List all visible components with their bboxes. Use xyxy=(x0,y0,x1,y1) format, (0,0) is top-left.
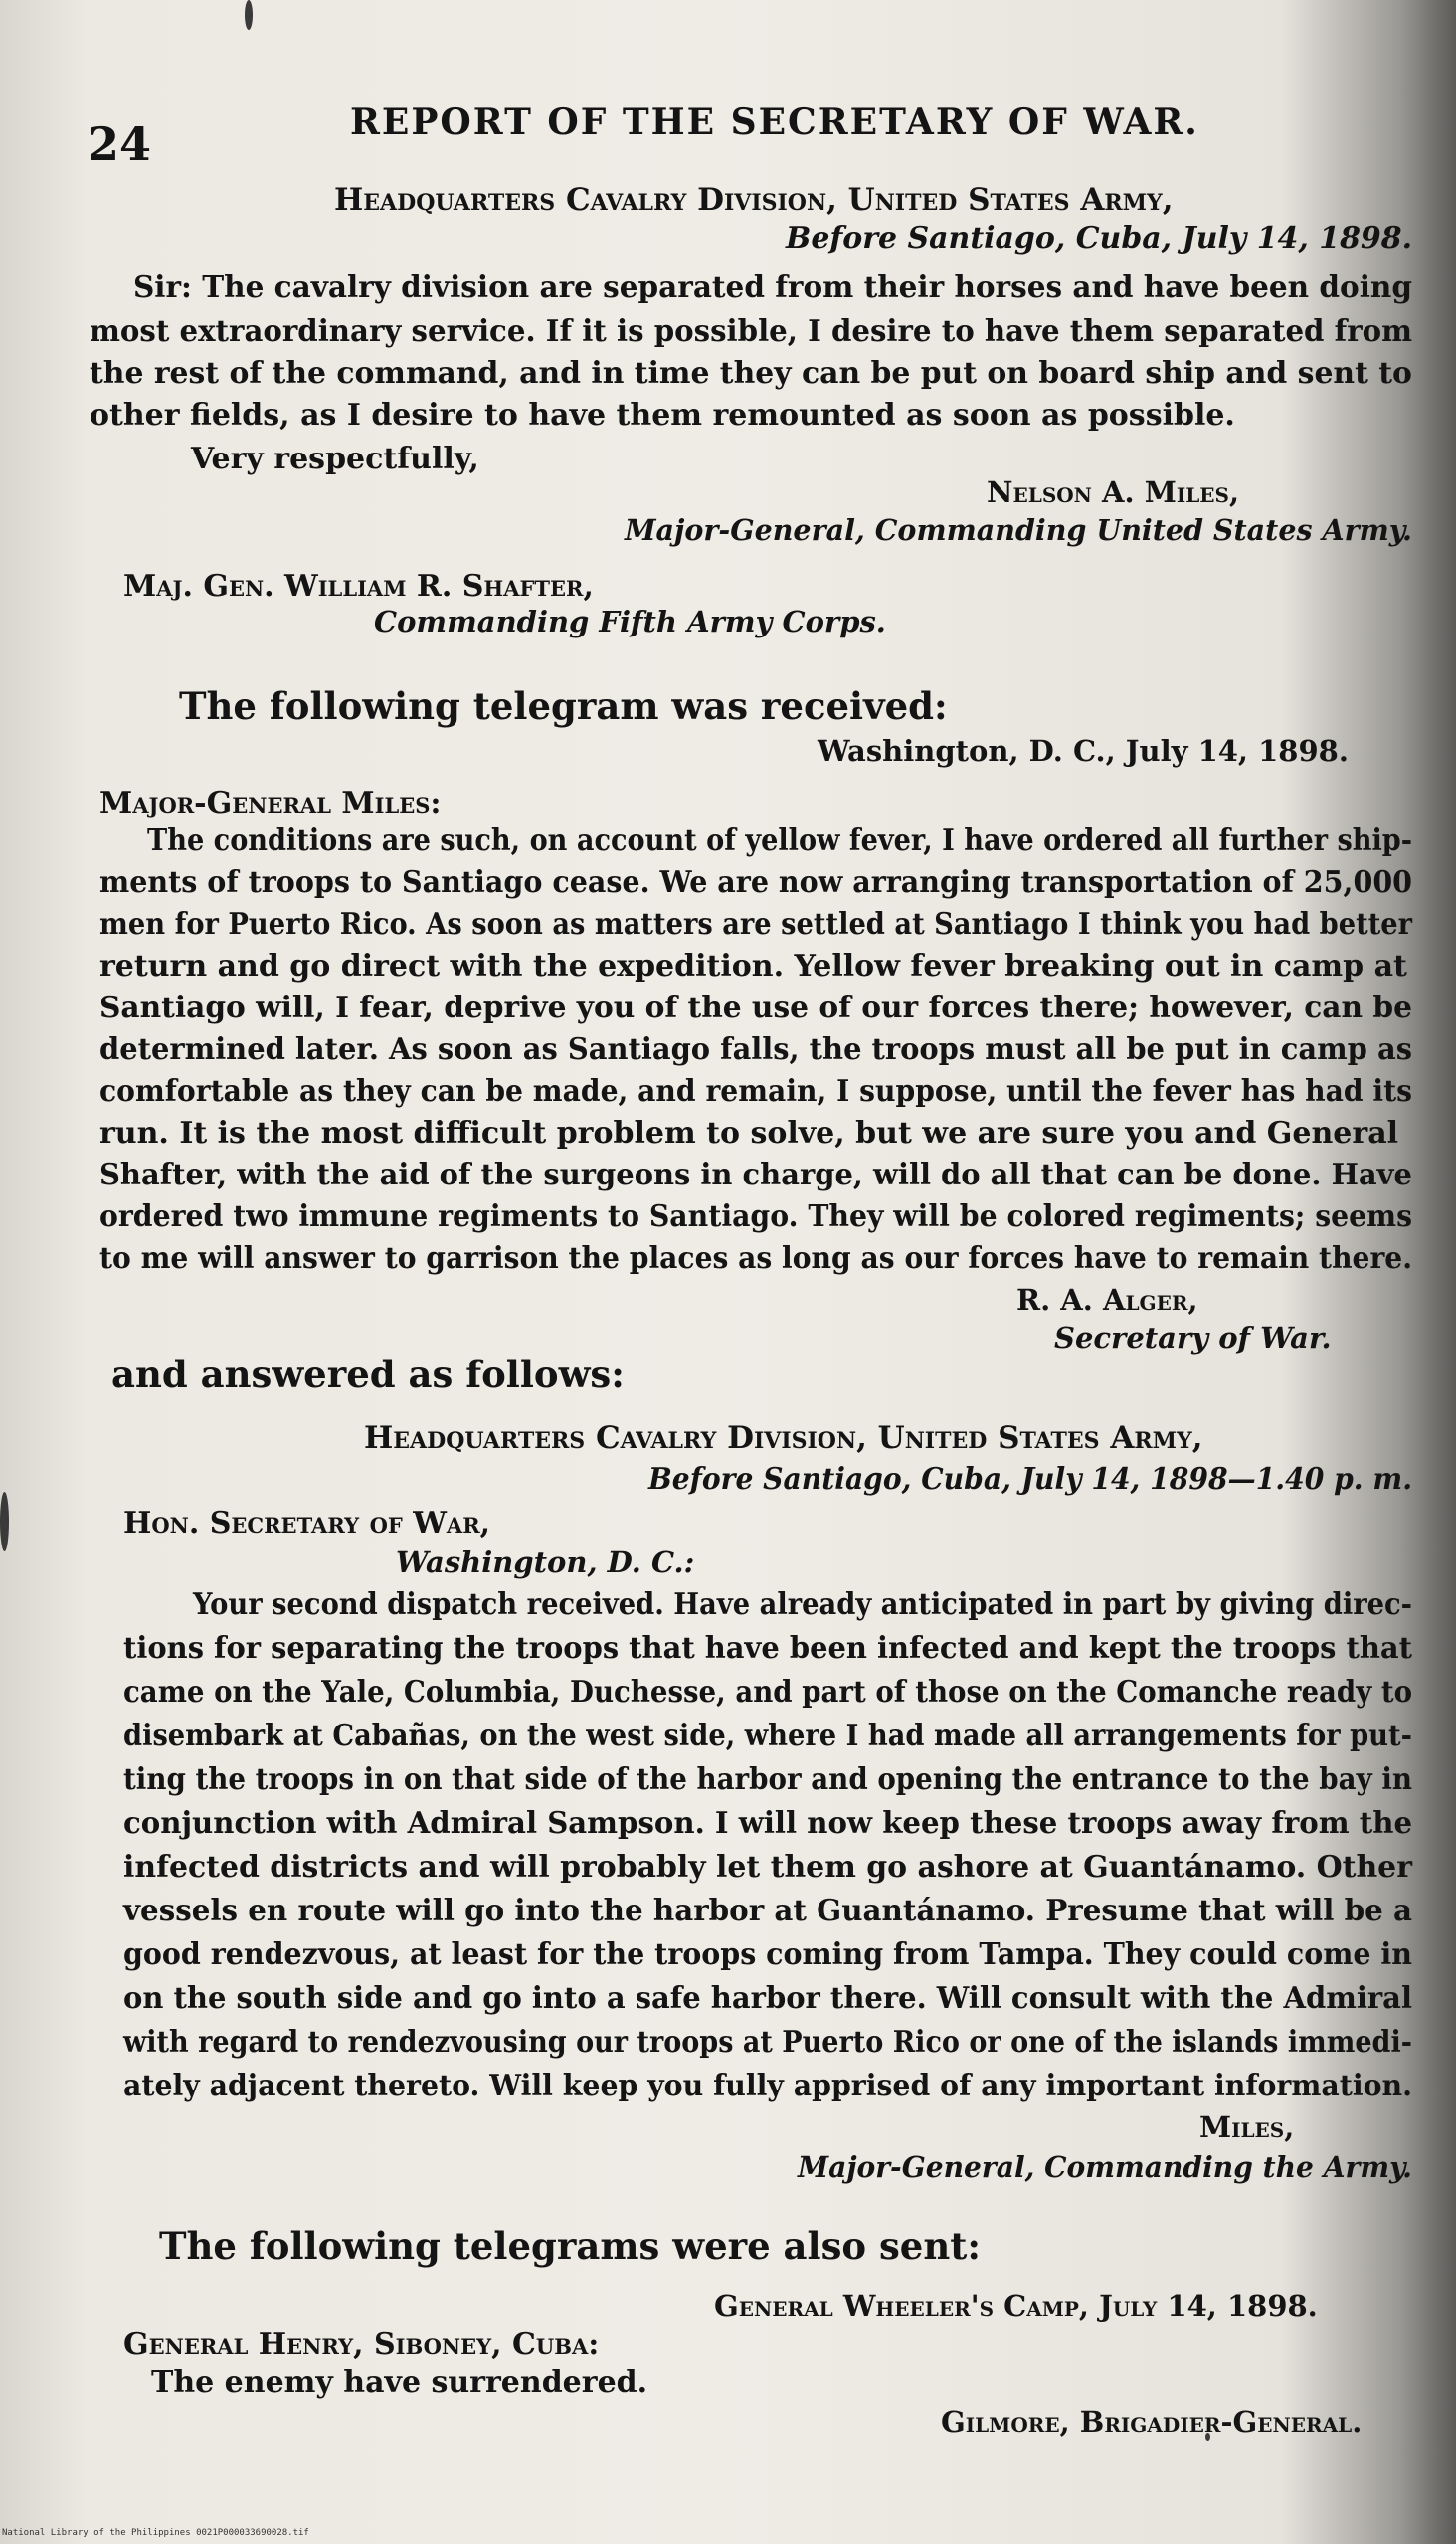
letter2-line: men for Puerto Rico. As soon as matters are settled at Santiago I think you had better xyxy=(99,907,1413,942)
letter1-dateline: Before Santiago, Cuba, July 14, 1898. xyxy=(786,221,1413,256)
letter2-signature-title: Secretary of War. xyxy=(1054,1321,1332,1355)
letter3-dateline: Before Santiago, Cuba, July 14, 1898—1.40 p. m. xyxy=(648,1462,1413,1497)
letter4-signature: Gilmore, Brigadier-General. xyxy=(941,2405,1363,2439)
section-intro-received: The following telegram was received: xyxy=(179,684,948,728)
scan-smudge xyxy=(0,1492,9,1551)
letter2-line: Santiago will, I fear, deprive you of the use of our forces there; however, can be xyxy=(99,991,1412,1025)
letter3-line: ting the troops in on that side of the harbor and opening the entrance to the bay in xyxy=(123,1762,1413,1797)
letter4-dateline: General Wheeler's Camp, July 14, 1898. xyxy=(714,2289,1318,2323)
letter3-signature-title: Major-General, Commanding the Army. xyxy=(798,2150,1412,2184)
letter2-line: run. It is the most difficult problem to solve, but we are sure you and General xyxy=(99,1116,1399,1151)
page-number: 24 xyxy=(88,117,152,171)
letter2-salutation: Major-General Miles: xyxy=(99,786,442,820)
scan-smudge xyxy=(245,0,253,30)
letter2-dateline: Washington, D. C., July 14, 1898. xyxy=(818,734,1349,768)
letter1-line: the rest of the command, and in time they can be put on board ship and sent to xyxy=(90,356,1412,391)
letter2-line: The conditions are such, on account of yellow fever, I have ordered all further ship- xyxy=(147,823,1413,858)
letter3-line: disembark at Cabañas, on the west side, where I had made all arrangements for put- xyxy=(123,1719,1412,1753)
letter1-line: most extraordinary service. If it is possible, I desire to have them separated from xyxy=(90,314,1413,349)
letter3-line: tions for separating the troops that have been infected and kept the troops that xyxy=(123,1631,1413,1666)
scan-footer-caption: National Library of the Philippines 0021P000033690028.tif xyxy=(2,2528,309,2538)
letter3-line: conjunction with Admiral Sampson. I will now keep these troops away from the xyxy=(123,1806,1413,1841)
letter3-addressee: Hon. Secretary of War, xyxy=(123,1506,491,1541)
letter1-line: Sir: The cavalry division are separated from their horses and have been doing xyxy=(133,271,1412,305)
letter3-line: ately adjacent thereto. Will keep you fully apprised of any important information. xyxy=(123,2069,1412,2103)
letter2-line: return and go direct with the expedition. Yellow fever breaking out in camp at xyxy=(99,949,1407,984)
letter2-signature: R. A. Alger, xyxy=(1016,1283,1198,1317)
letter1-addressee-title: Commanding Fifth Army Corps. xyxy=(374,605,886,638)
letter3-addressee-place: Washington, D. C.: xyxy=(396,1545,695,1579)
letter3-line: good rendezvous, at least for the troops coming from Tampa. They could come in xyxy=(123,1937,1412,1972)
letter3-line: infected districts and will probably let them go ashore at Guantánamo. Other xyxy=(123,1850,1412,1885)
letter3-line: on the south side and go into a safe harbor there. Will consult with the Admiral xyxy=(123,1981,1412,2016)
letter1-addressee: Maj. Gen. William R. Shafter, xyxy=(123,569,594,604)
letter4-body: The enemy have surrendered. xyxy=(151,2365,648,2400)
letter2-line: to me will answer to garrison the places as long as our forces have to remain there. xyxy=(99,1241,1413,1276)
letter3-line: Your second dispatch received. Have already anticipated in part by giving direc- xyxy=(193,1587,1412,1622)
letter2-line: determined later. As soon as Santiago falls, the troops must all be put in camp as xyxy=(99,1032,1412,1067)
letter3-heading: Headquarters Cavalry Division, United States Army, xyxy=(364,1420,1203,1456)
letter3-line: vessels en route will go into the harbor at Guantánamo. Presume that will be a xyxy=(123,1894,1413,1928)
letter1-heading: Headquarters Cavalry Division, United States Army, xyxy=(334,182,1174,218)
letter2-line: ordered two immune regiments to Santiago. They will be colored regiments; seems xyxy=(99,1199,1413,1234)
letter3-signature: Miles, xyxy=(1199,2110,1295,2144)
letter2-line: ments of troops to Santiago cease. We are now arranging transportation of 25,000 xyxy=(99,865,1413,900)
letter4-addressee: General Henry, Siboney, Cuba: xyxy=(123,2327,600,2362)
letter2-line: Shafter, with the aid of the surgeons in charge, will do all that can be done. Have xyxy=(99,1158,1412,1192)
running-header: REPORT OF THE SECRETARY OF WAR. xyxy=(350,101,1199,143)
section-intro-answered: and answered as follows: xyxy=(111,1353,625,1396)
letter1-signature-title: Major-General, Commanding United States Army. xyxy=(625,513,1412,547)
letter3-line: with regard to rendezvousing our troops at Puerto Rico or one of the islands immedi- xyxy=(123,2025,1412,2060)
letter1-closing: Very respectfully, xyxy=(191,442,479,476)
letter3-line: came on the Yale, Columbia, Duchesse, and part of those on the Comanche ready to xyxy=(123,1675,1413,1710)
section-intro-sent: The following telegrams were also sent: xyxy=(159,2224,981,2268)
letter1-signature: Nelson A. Miles, xyxy=(987,475,1240,509)
letter1-line: other fields, as I desire to have them remounted as soon as possible. xyxy=(90,398,1235,433)
letter2-line: comfortable as they can be made, and remain, I suppose, until the fever has had its xyxy=(99,1074,1413,1109)
